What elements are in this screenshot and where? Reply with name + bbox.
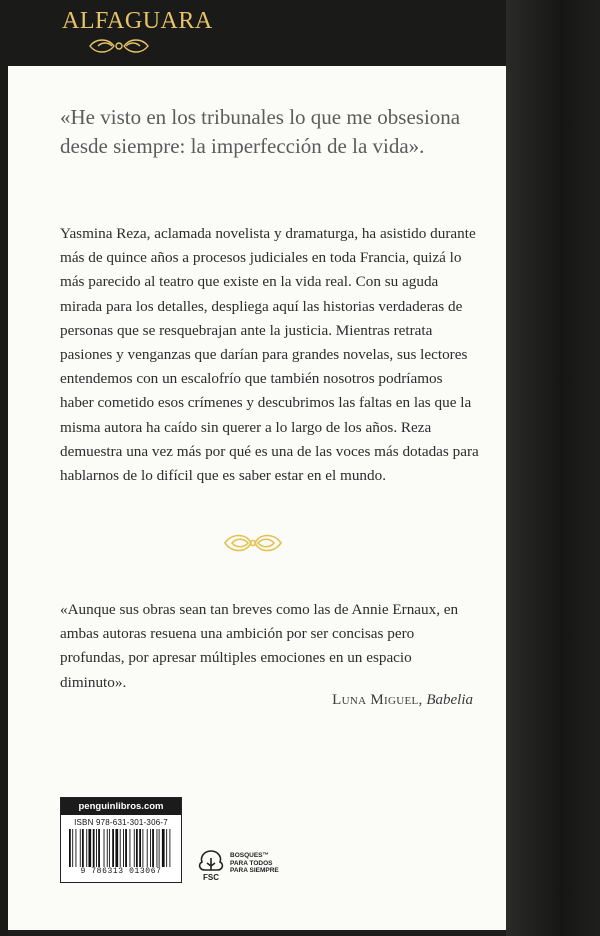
barcode-bar [129, 829, 130, 867]
barcode-bars [67, 829, 175, 867]
barcode-bar [96, 829, 97, 867]
barcode-bar [156, 829, 157, 867]
cover-left-edge [0, 66, 8, 936]
pull-quote: «He visto en los tribunales lo que me obsesiona desde siempre: la imperfección de la vida». [60, 105, 461, 158]
barcode-bar [82, 829, 84, 867]
barcode-bar [75, 829, 76, 867]
fsc-tree-icon [196, 848, 226, 882]
publisher-logo-text: ALFAGUARA [62, 8, 213, 34]
barcode-bar [72, 829, 73, 867]
publisher-website: penguinlibros.com [61, 798, 181, 815]
barcode-digits: 9 786313 013067 [80, 867, 162, 876]
barcode-block [60, 797, 182, 883]
review-source: Babelia [426, 692, 473, 708]
barcode-bar [86, 829, 87, 867]
barcode-bar [112, 829, 114, 867]
isbn-label: ISBN 978-631-301-306-7 [74, 818, 168, 827]
barcode-bar [125, 829, 127, 867]
gold-flourish-icon [222, 531, 284, 555]
review-attribution [332, 692, 473, 709]
barcode-bar [80, 829, 81, 867]
barcode-bar [120, 829, 121, 867]
barcode-bar [136, 829, 138, 867]
fsc-slogan: BOSQUES™ PARA TODOS PARA SIEMPRE [230, 852, 279, 874]
barcode-bar [134, 829, 135, 867]
barcode-bar [142, 829, 143, 867]
barcode-bar [107, 829, 108, 867]
barcode-bar [166, 829, 167, 867]
barcode-bar [104, 829, 105, 867]
scroll-flourish-icon [86, 36, 152, 56]
review-quote: «Aunque sus obras sean tan breves como las de Annie Ernaux, en ambas autoras resuena una ambición por ser concisas pero profundas, por apresar múltiples emociones en un espacio diminuto». [60, 601, 459, 691]
barcode-bar [150, 829, 151, 867]
barcode-bar [109, 829, 110, 867]
synopsis-text: Yasmina Reza, aclamada novelista y dramaturga, ha asistido durante más de quince años a procesos judiciales en toda Francia, quizá lo más parecido al teatro que existe en la vida real. Con su aguda mirada para los detalles, despliega aquí las historias verdaderas de personas que se resquebrajan ante la justicia. Mientras retrata pasiones y venganzas que darían para grandes novelas, sus lectores entendemos con un escalofrío que también nosotros podríamos haber cometido esos crímenes y descubrimos las faltas en las que la misma autora ha caído sin querer a lo largo de los años. Reza demuestra una vez más por qué es una de las voces más dotadas para hablarnos de lo difícil que es saber estar en el mundo. [60, 225, 479, 485]
spine-edge [506, 0, 600, 936]
barcode-bar [169, 829, 170, 867]
barcode-bar [69, 829, 71, 867]
barcode-bar [88, 829, 91, 867]
reviewer-name: Luna Miguel, [332, 692, 423, 708]
barcode-bar [139, 829, 141, 867]
barcode-bar [152, 829, 154, 867]
fsc-label: FSC [203, 873, 219, 882]
barcode-bar [159, 829, 160, 867]
barcode-bar [123, 829, 124, 867]
barcode-bar [147, 829, 148, 867]
barcode-bar [115, 829, 118, 867]
barcode-bar [93, 829, 95, 867]
barcode-bar [162, 829, 165, 867]
barcode-bar [98, 829, 100, 867]
